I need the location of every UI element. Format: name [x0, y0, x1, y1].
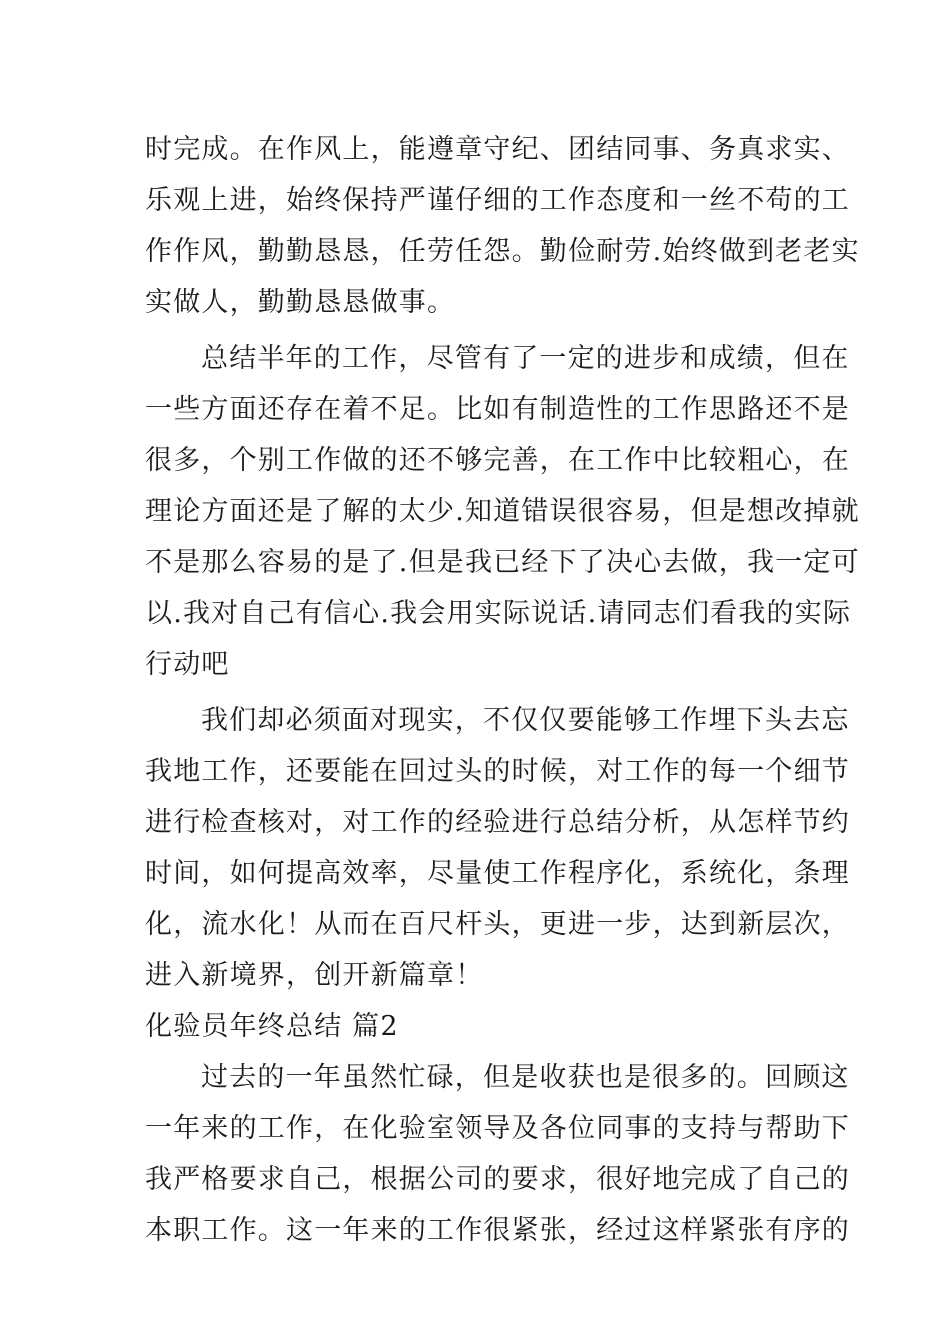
text-line: 不是那么容易的是了.但是我已经下了决心去做，我一定可 [145, 547, 860, 578]
text-line: 很多，个别工作做的还不够完善，在工作中比较粗心，在 [145, 445, 850, 476]
text-line: 行动吧 [145, 649, 230, 680]
text-line: 本职工作。这一年来的工作很紧张，经过这样紧张有序的 [145, 1215, 850, 1246]
text-line: 过去的一年虽然忙碌，但是收获也是很多的。回顾这 [201, 1062, 850, 1093]
document-body [145, 124, 860, 1256]
paragraph-face-reality [145, 695, 850, 1001]
text-line: 进入新境界，创开新篇章！ [145, 960, 484, 991]
text-line: 我们却必须面对现实，不仅仅要能够工作埋下头去忘 [201, 705, 850, 736]
text-line: 作作风，勤勤恳恳，任劳任怨。勤俭耐劳.始终做到老老实 [145, 236, 860, 267]
text-line: 以.我对自己有信心.我会用实际说话.请同志们看我的实际 [145, 598, 852, 629]
paragraph-year-review [145, 1052, 850, 1256]
text-line: 进行检查核对，对工作的经验进行总结分析，从怎样节约 [145, 807, 850, 838]
text-line: 时完成。在作风上，能遵章守纪、团结同事、务真求实、 [145, 134, 850, 165]
text-line: 时间，如何提高效率，尽量使工作程序化，系统化，条理 [145, 858, 850, 889]
text-line: 理论方面还是了解的太少.知道错误很容易，但是想改掉就 [145, 496, 860, 527]
text-line: 我地工作，还要能在回过头的时候，对工作的每一个细节 [145, 756, 850, 787]
text-line: 一些方面还存在着不足。比如有制造性的工作思路还不是 [145, 394, 850, 425]
text-line: 一年来的工作，在化验室领导及各位同事的支持与帮助下 [145, 1113, 850, 1144]
text-line: 我严格要求自己，根据公司的要求，很好地完成了自己的 [145, 1164, 850, 1195]
text-line: 实做人，勤勤恳恳做事。 [145, 287, 456, 318]
paragraph-half-year-summary [145, 333, 860, 690]
text-line: 乐观上进，始终保持严谨仔细的工作态度和一丝不苟的工 [145, 185, 850, 216]
paragraph-conduct [145, 124, 860, 328]
text-line: 化，流水化！从而在百尺杆头，更进一步，达到新层次， [145, 909, 850, 940]
text-line: 总结半年的工作，尽管有了一定的进步和成绩，但在 [201, 343, 850, 374]
section-heading: 化验员年终总结 篇2 [145, 1011, 399, 1042]
